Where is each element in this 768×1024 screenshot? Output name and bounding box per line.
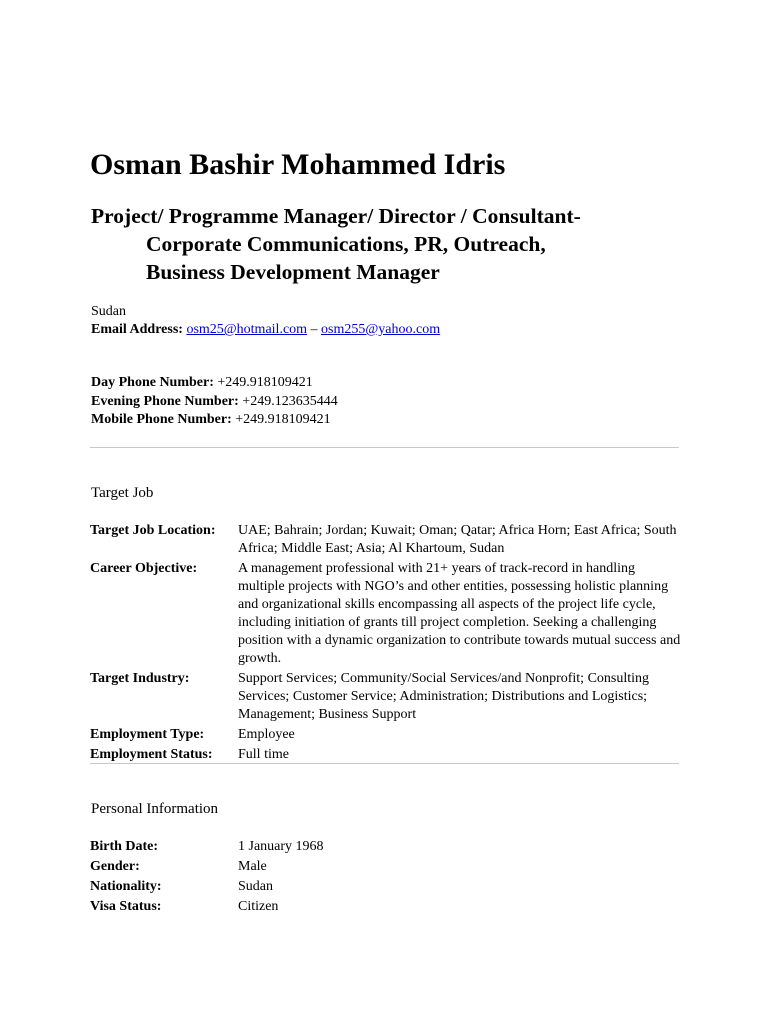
section-divider bbox=[90, 763, 679, 764]
candidate-name: Osman Bashir Mohammed Idris bbox=[90, 148, 506, 181]
email-row bbox=[91, 321, 440, 339]
target-industry-label: Target Industry: bbox=[90, 671, 190, 686]
email-separator: – bbox=[310, 322, 318, 337]
table-row bbox=[90, 898, 682, 916]
candidate-headline bbox=[91, 202, 691, 286]
career-objective-label: Career Objective: bbox=[90, 561, 198, 576]
mobile-phone-row bbox=[91, 411, 338, 430]
employment-type-label: Employment Type: bbox=[90, 727, 205, 742]
birth-date-value: 1 January 1968 bbox=[238, 839, 324, 854]
nationality-label: Nationality: bbox=[90, 879, 162, 894]
location: Sudan bbox=[91, 304, 126, 319]
evening-phone-row bbox=[91, 393, 338, 412]
target-job-table bbox=[90, 522, 682, 766]
target-industry-value: Support Services; Community/Social Services/and Nonprofit; Consulting Services; Customer Service; Administration; Distributions and Logistics; Management; Business Support bbox=[238, 671, 650, 722]
employment-status-label: Employment Status: bbox=[90, 747, 213, 762]
target-job-location-value: UAE; Bahrain; Jordan; Kuwait; Oman; Qatar; Africa Horn; East Africa; South Africa; Middle East; Asia; Al Khartoum, Sudan bbox=[238, 523, 677, 556]
target-job-heading: Target Job bbox=[91, 485, 154, 501]
nationality-value: Sudan bbox=[238, 879, 273, 894]
birth-date-label: Birth Date: bbox=[90, 839, 159, 854]
target-job-location-label: Target Job Location: bbox=[90, 523, 216, 538]
day-phone-value: +249.918109421 bbox=[217, 375, 313, 390]
evening-phone-value: +249.123635444 bbox=[242, 393, 338, 409]
mobile-phone-value: +249.918109421 bbox=[235, 412, 331, 427]
gender-value: Male bbox=[238, 859, 267, 874]
table-row bbox=[90, 670, 682, 724]
table-row bbox=[90, 522, 682, 558]
mobile-phone-label: Mobile Phone Number: bbox=[91, 412, 232, 427]
email-link-secondary[interactable]: osm255@yahoo.com bbox=[321, 322, 441, 337]
employment-status-value: Full time bbox=[238, 747, 289, 762]
table-row bbox=[90, 858, 682, 876]
career-objective-value: A management professional with 21+ years of track-record in handling multiple projects with NGO’s and other entities, possessing holistic planning and organizational skills encompassing all aspects of the project life cycle, including initiation of grants till project completion. Seeking a challenging position with a dynamic organization to contribute towards mutual success and growth. bbox=[238, 561, 681, 666]
table-row bbox=[90, 746, 682, 764]
headline-line-3: Business Development Manager bbox=[146, 260, 440, 284]
contact-block bbox=[91, 303, 440, 339]
headline-line-2: Corporate Communications, PR, Outreach, bbox=[146, 232, 546, 256]
personal-info-heading: Personal Information bbox=[91, 801, 219, 817]
table-row bbox=[90, 878, 682, 896]
visa-status-value: Citizen bbox=[238, 899, 279, 914]
visa-status-label: Visa Status: bbox=[90, 899, 162, 914]
evening-phone-label: Evening Phone Number: bbox=[91, 393, 239, 409]
personal-info-table bbox=[90, 838, 682, 918]
day-phone-row bbox=[91, 374, 338, 393]
table-row bbox=[90, 838, 682, 856]
table-row bbox=[90, 726, 682, 744]
email-link-primary[interactable]: osm25@hotmail.com bbox=[186, 322, 308, 337]
headline-line-1: Project/ Programme Manager/ Director / Consultant- bbox=[91, 204, 581, 228]
gender-label: Gender: bbox=[90, 859, 140, 874]
section-divider bbox=[90, 447, 679, 448]
employment-type-value: Employee bbox=[238, 727, 295, 742]
phone-block bbox=[91, 374, 338, 430]
day-phone-label: Day Phone Number: bbox=[91, 375, 214, 390]
email-label: Email Address: bbox=[91, 322, 183, 337]
table-row bbox=[90, 560, 682, 668]
